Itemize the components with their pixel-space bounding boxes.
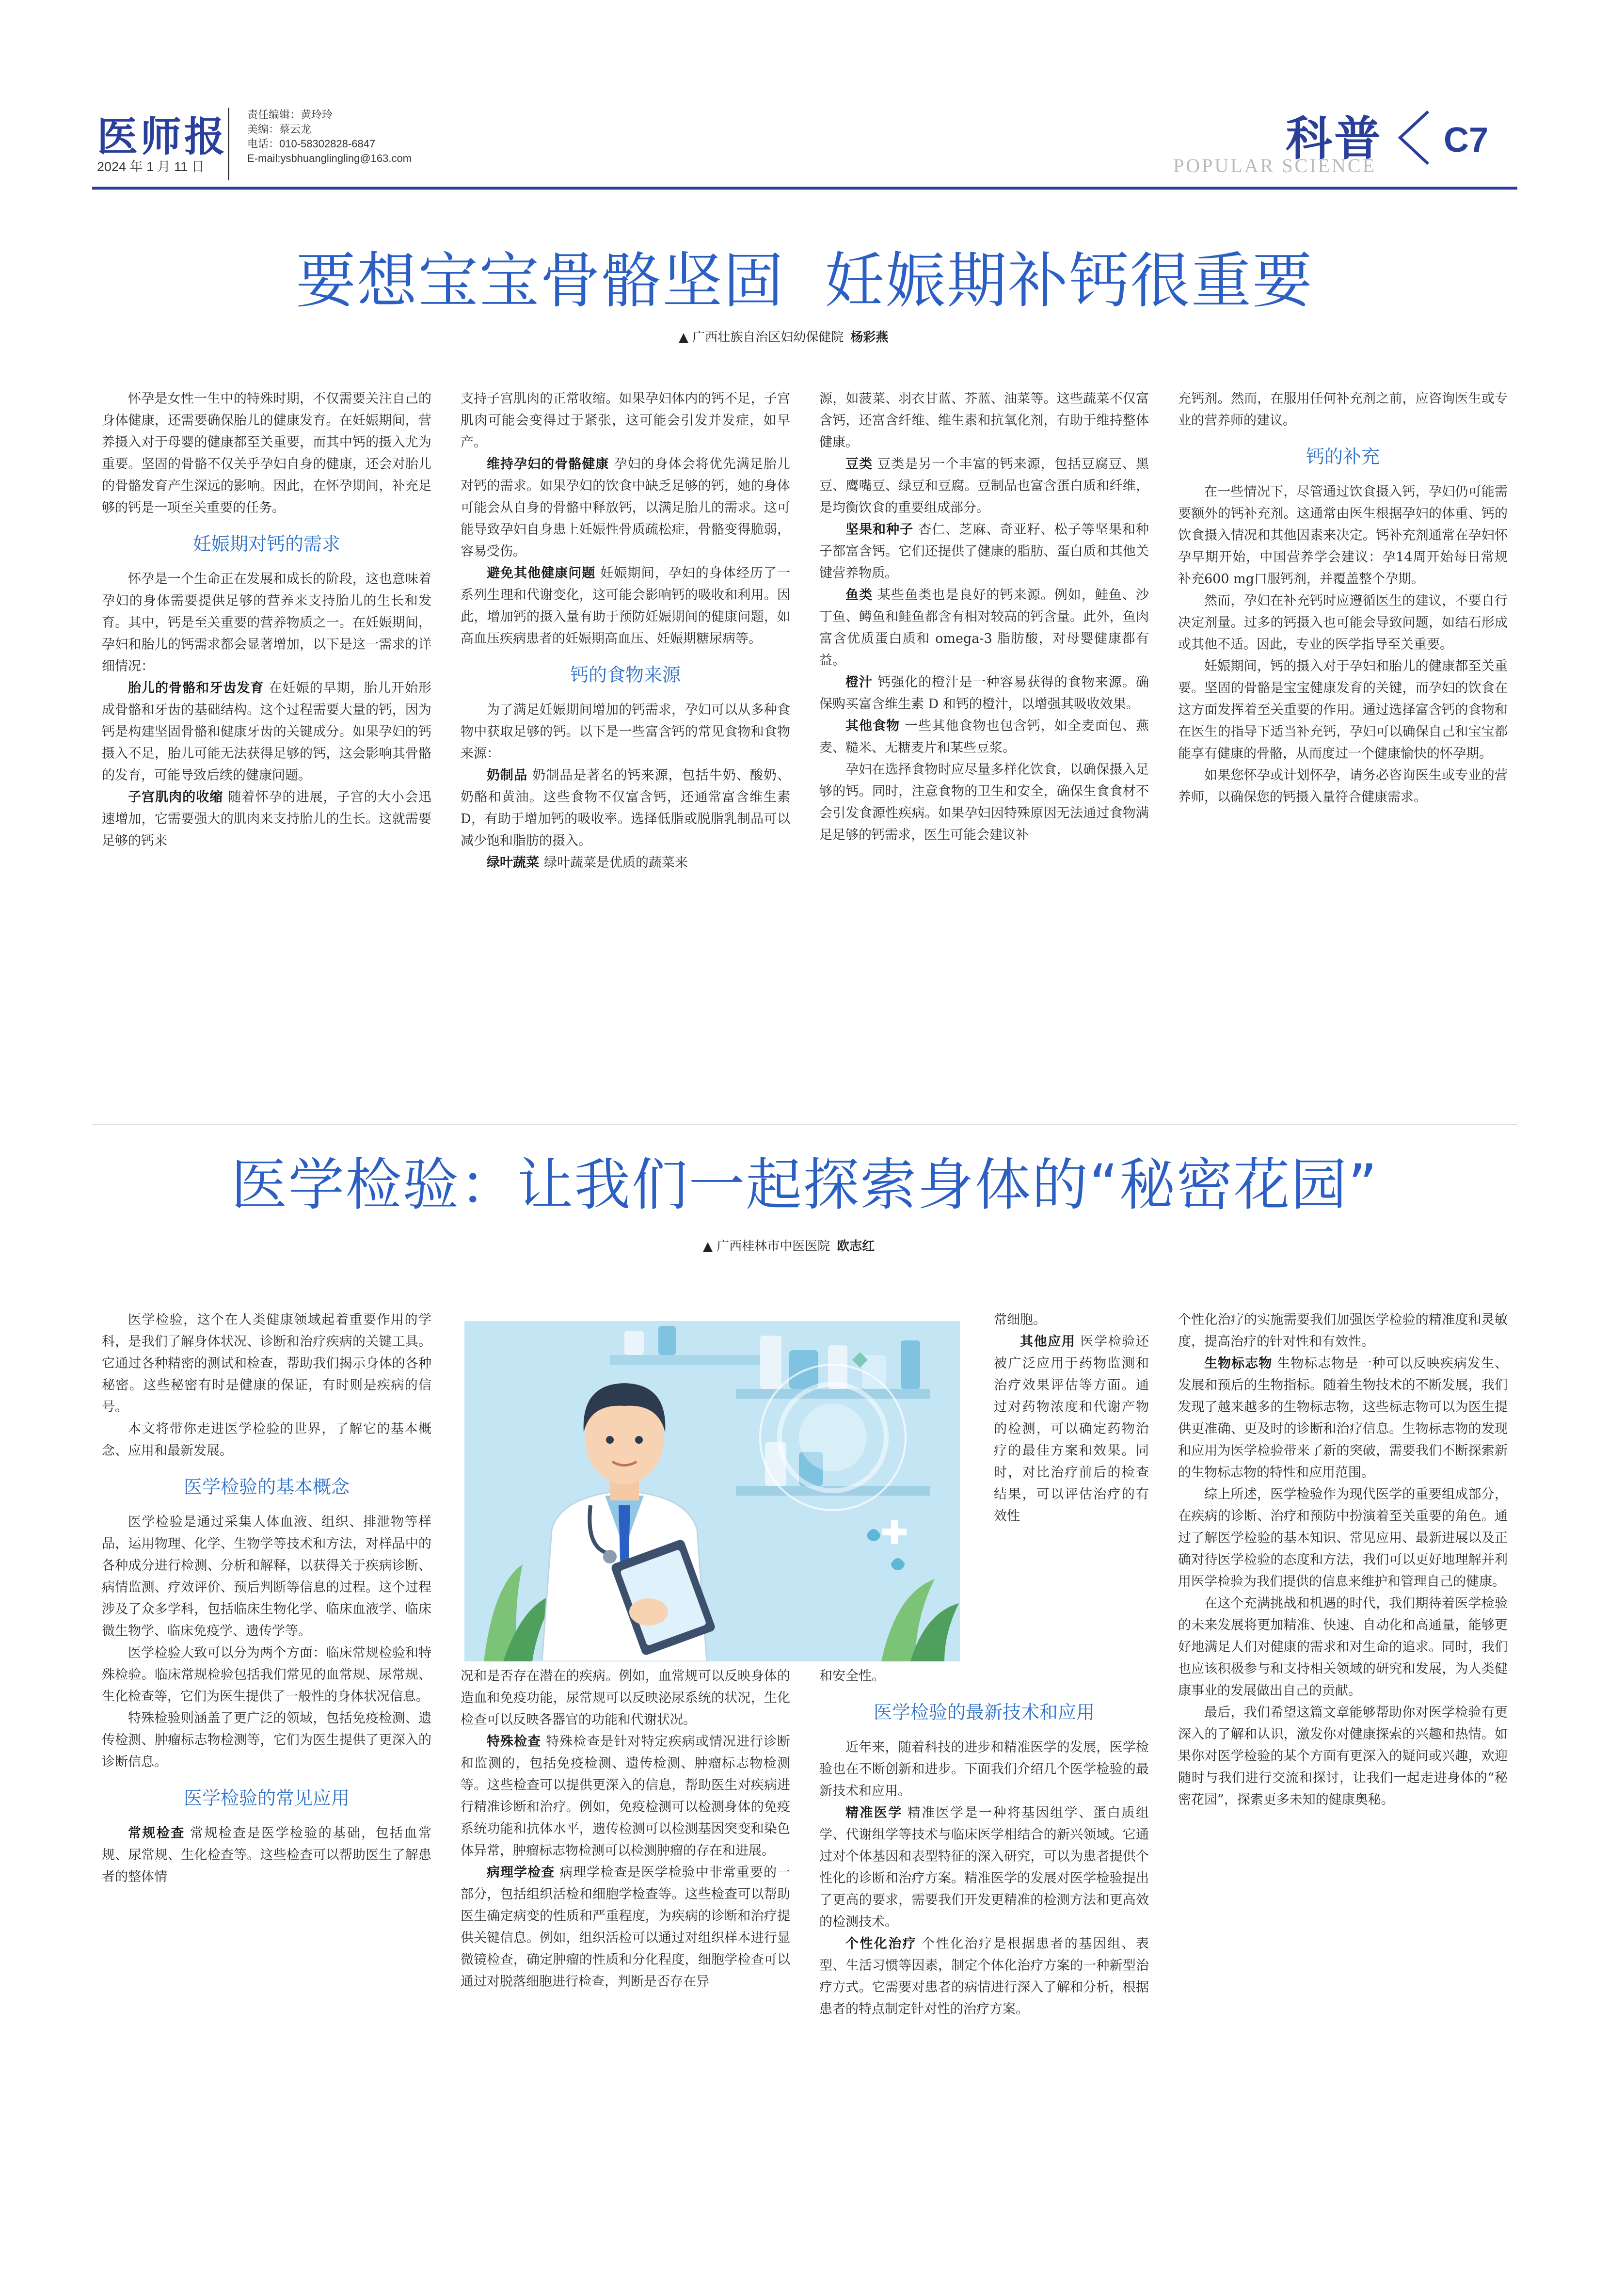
header-divider	[228, 108, 229, 180]
paragraph: 奶制品 奶制品是著名的钙来源，包括牛奶、酸奶、奶酪和黄油。这些食物不仅富含钙，还通常富含维生素 D，有助于增加钙的吸收率。选择低脂或脱脂乳制品可以减少饱和脂肪的摄入。	[461, 768, 791, 848]
paragraph: 最后，我们希望这篇文章能够帮助你对医学检验有更深入的了解和认识，激发你对健康探索的兴趣和热情。如果你对医学检验的某个方面有更深入的疑问或兴趣，欢迎随时与我们进行交流和探讨，让我们一起走进身体的“秘密花园”，探索更多未知的健康奥秘。	[1178, 1705, 1508, 1807]
paragraph: 鱼类 某些鱼类也是良好的钙来源。例如，鲑鱼、沙丁鱼、鳟鱼和鲑鱼都含有相对较高的钙含量。此外，鱼肉富含优质蛋白质和 omega-3 脂肪酸，对母婴健康都有益。	[819, 588, 1149, 668]
subheading: 钙的食物来源	[570, 664, 681, 686]
masthead-logo: 医师报	[97, 113, 228, 160]
run-in-heading: 个性化治疗	[845, 1936, 917, 1951]
run-in-heading: 避免其他健康问题	[487, 566, 596, 581]
subheading: 妊娠期对钙的需求	[192, 533, 340, 555]
designer: 美编：蔡云龙	[247, 123, 312, 135]
issue-date: 2024 年 1 月 11 日	[97, 159, 205, 174]
phone: 电话：010-58302828-6847	[247, 138, 376, 150]
subheading: 钙的补充	[1306, 446, 1380, 467]
article2-column-4	[1178, 1309, 1508, 1811]
doctor-illustration-art	[464, 1321, 960, 1661]
section-name: 科普	[1286, 112, 1383, 166]
run-in-heading: 常规检查	[128, 1826, 185, 1841]
paragraph: 病理学检查 病理学检查是医学检验中非常重要的一部分，包括组织活检和细胞学检查等。这些检查可以帮助医生确定病变的性质和严重程度，为疾病的诊断和治疗提供关键信息。例如，组织活检可以通过对组织样本进行显微镜检查，确定肿瘤的性质和分化程度，细胞学检查可以通过对脱落细胞进行检查，判断是否存在异	[461, 1865, 791, 1989]
run-in-heading: 豆类	[845, 457, 873, 472]
paragraph: 精准医学 精准医学是一种将基因组学、蛋白质组学、代谢组学等技术与临床医学相结合的新兴领域。它通过对个体基因和表型特征的深入研究，可以为患者提供个性化的诊断和治疗方案。精准医学的发展对医学检验提出了更高的要求，需要我们开发更精准的检测方法和更高效的检测技术。	[819, 1805, 1149, 1929]
article2-column-3-top	[994, 1309, 1149, 1527]
run-in-heading: 特殊检查	[487, 1734, 542, 1749]
article1-column-4	[1178, 388, 1508, 808]
run-in-heading: 子宫肌肉的收缩	[128, 790, 223, 805]
paragraph: 其他应用 医学检验还被广泛应用于药物监测和治疗效果评估等方面。通过对药物浓度和代谢产物的检测，可以确定药物治疗的最佳方案和效果。同时，对比治疗前后的检查结果，可以评估治疗的有效性	[994, 1334, 1149, 1524]
paragraph: 综上所述，医学检验作为现代医学的重要组成部分，在疾病的诊断、治疗和预防中扮演着至关重要的角色。通过了解医学检验的基本知识、常见应用、最新进展以及正确对待医学检验的态度和方法，我们可以更好地理解并利用医学检验为我们提供的信息来维护和管理自己的健康。	[1178, 1487, 1508, 1589]
doctor-illustration	[464, 1321, 960, 1661]
article1-column-2	[461, 388, 790, 874]
run-in-heading: 精准医学	[845, 1805, 903, 1820]
paragraph: 坚果和种子 杏仁、芝麻、奇亚籽、松子等坚果和种子都富含钙。它们还提供了健康的脂肪、蛋白质和其他关键营养物质。	[819, 522, 1149, 581]
chevron-left-icon	[1394, 109, 1433, 167]
paragraph: 豆类 豆类是另一个丰富的钙来源，包括豆腐豆、黑豆、鹰嘴豆、绿豆和豆腐。豆制品也富含蛋白质和纤维，是均衡饮食的重要组成部分。	[819, 457, 1149, 515]
run-in-heading: 坚果和种子	[845, 522, 914, 537]
paragraph: 子宫肌肉的收缩 随着怀孕的进展，子宫的大小会迅速增加，它需要强大的肌肉来支持胎儿的生长。这就需要足够的钙来	[102, 790, 432, 848]
paragraph: 和安全性。	[819, 1669, 885, 1684]
paragraph: 胎儿的骨骼和牙齿发育 在妊娠的早期，胎儿开始形成骨骼和牙齿的基础结构。这个过程需要大量的钙，因为钙是构建坚固骨骼和健康牙齿的关键成分。如果孕妇的钙摄入不足，胎儿可能无法获得足够的钙，这会影响其骨骼的发育，可能导致后续的健康问题。	[102, 681, 432, 783]
article1-column-1	[102, 388, 431, 852]
paragraph: 怀孕是女性一生中的特殊时期，不仅需要关注自己的身体健康，还需要确保胎儿的健康发育。在妊娠期间，营养摄入对于母婴的健康都至关重要，而其中钙的摄入尤为重要。坚固的骨骼不仅关乎孕妇自身的健康，还会对胎儿的骨骼发育产生深远的影响。因此，在怀孕期间，补充足够的钙是一项至关重要的任务。	[102, 391, 431, 515]
paragraph: 其他食物 一些其他食物也包含钙，如全麦面包、燕麦、糙米、无糖麦片和某些豆浆。	[819, 718, 1149, 755]
paragraph: 常细胞。	[994, 1312, 1046, 1327]
paragraph: 如果您怀孕或计划怀孕，请务必咨询医生或专业的营养师，以确保您的钙摄入量符合健康需求。	[1178, 768, 1508, 805]
article2-byline-author: 欧志红	[837, 1239, 875, 1254]
paragraph: 怀孕是一个生命正在发展和成长的阶段，这也意味着孕妇的身体需要提供足够的营养来支持胎儿的生长和发育。其中，钙是至关重要的营养物质之一。在妊娠期间，孕妇和胎儿的钙需求都会显著增加，以下是这一需求的详细情况：	[102, 572, 431, 674]
run-in-heading: 维持孕妇的骨骼健康	[487, 457, 609, 472]
section-name-en: POPULAR SCIENCE	[1173, 155, 1376, 176]
run-in-heading: 其他食物	[845, 718, 900, 733]
run-in-heading: 橙汁	[845, 675, 873, 690]
paragraph: 孕妇在选择食物时应尽量多样化饮食，以确保摄入足够的钙。同时，注意食物的卫生和安全，确保生食食材不会引发食源性疾病。如果孕妇因特殊原因无法通过食物满足足够的钙需求，医生可能会建议补	[819, 762, 1149, 843]
article2-byline-org: ▲ 广西桂林市中医医院	[703, 1239, 830, 1254]
editor-info	[247, 108, 412, 166]
email: E-mail:ysbhuanglingling@163.com	[247, 152, 412, 164]
run-in-heading: 奶制品	[487, 768, 528, 783]
run-in-heading: 鱼类	[845, 588, 873, 603]
editor: 责任编辑：黄玲玲	[247, 109, 333, 121]
paragraph: 妊娠期间，钙的摄入对于孕妇和胎儿的健康都至关重要。坚固的骨骼是宝宝健康发育的关键，而孕妇的饮食在这方面发挥着至关重要的作用。通过选择富含钙的食物和在医生的指导下适当补充钙，孕妇可以确保自己和宝宝都能享有健康的骨骼，从而度过一个健康愉快的怀孕期。	[1178, 659, 1508, 761]
subheading: 医学检验的最新技术和应用	[873, 1702, 1095, 1723]
paragraph: 充钙剂。然而，在服用任何补充剂之前，应咨询医生或专业的营养师的建议。	[1178, 391, 1508, 428]
article2-column-2	[461, 1665, 790, 1993]
run-in-heading: 生物标志物	[1204, 1356, 1273, 1371]
run-in-heading: 胎儿的骨骼和牙齿发育	[128, 681, 264, 696]
paragraph: 特殊检验则涵盖了更广泛的领域，包括免疫检测、遗传检测、肿瘤标志物检测等，它们为医生提供了更深入的诊断信息。	[102, 1711, 431, 1770]
paragraph: 个性化治疗的实施需要我们加强医学检验的精准度和灵敏度，提高治疗的针对性和有效性。	[1178, 1312, 1508, 1349]
run-in-heading: 绿叶蔬菜	[487, 855, 539, 870]
article2-column-1	[102, 1309, 431, 1888]
paragraph: 特殊检查 特殊检查是针对特定疾病或情况进行诊断和监测的，包括免疫检测、遗传检测、肿瘤标志物检测等。这些检查可以提供更深入的信息，帮助医生对疾病进行精准诊断和治疗。例如，免疫检测可以检测身体的免疫系统功能和抗体水平，遗传检测可以检测基因突变和染色体异常，肿瘤标志物检测可以检测肿瘤的存在和进展。	[461, 1734, 791, 1858]
article1-byline-author: 杨彩燕	[850, 330, 889, 345]
paragraph: 源，如菠菜、羽衣甘蓝、芥蓝、油菜等。这些蔬菜不仅富含钙，还富含纤维、维生素和抗氧化剂，有助于维持整体健康。	[819, 391, 1149, 450]
run-in-heading: 其他应用	[1020, 1334, 1076, 1349]
page-number: C7	[1444, 121, 1489, 159]
paragraph: 医学检验，这个在人类健康领域起着重要作用的学科，是我们了解身体状况、诊断和治疗疾病的关键工具。它通过各种精密的测试和检查，帮助我们揭示身体的各种秘密。这些秘密有时是健康的保证，有时则是疾病的信号。	[102, 1312, 431, 1415]
paragraph: 生物标志物 生物标志物是一种可以反映疾病发生、发展和预后的生物指标。随着生物技术的不断发展，我们发现了越来越多的生物标志物，这些标志物可以为医生提供更准确、更及时的诊断和治疗信息。生物标志物的发现和应用为医学检验带来了新的突破，需要我们不断探索新的生物标志物的特性和应用范围。	[1178, 1356, 1508, 1480]
article-divider	[92, 1124, 1517, 1125]
subheading: 医学检验的基本概念	[183, 1476, 350, 1498]
paragraph: 医学检验大致可以分为两个方面：临床常规检验和特殊检验。临床常规检验包括我们常见的血常规、尿常规、生化检查等，它们为医生提供了一般性的身体状况信息。	[102, 1645, 431, 1704]
paragraph: 绿叶蔬菜 绿叶蔬菜是优质的蔬菜来	[487, 855, 688, 870]
subheading: 医学检验的常见应用	[183, 1787, 350, 1809]
paragraph: 在一些情况下，尽管通过饮食摄入钙，孕妇仍可能需要额外的钙补充剂。这通常由医生根据孕妇的体重、钙的饮食摄入情况和其他因素来决定。钙补充剂通常在孕妇怀孕早期开始，中国营养学会建议：孕14周开始每日常规补充600 mg口服钙剂，并覆盖整个孕期。	[1178, 484, 1508, 587]
paragraph: 常规检查 常规检查是医学检验的基础，包括血常规、尿常规、生化检查等。这些检查可以帮助医生了解患者的整体情	[102, 1826, 432, 1884]
paragraph: 况和是否存在潜在的疾病。例如，血常规可以反映身体的造血和免疫功能，尿常规可以反映泌尿系统的状况，生化检查可以反映各器官的功能和代谢状况。	[461, 1669, 790, 1727]
run-in-heading: 病理学检查	[487, 1865, 555, 1880]
article2-title: 医学检验：让我们一起探索身体的“秘密花园”	[231, 1152, 1378, 1218]
paragraph: 然而，孕妇在补充钙时应遵循医生的建议，不要自行决定剂量。过多的钙摄入也可能会导致问题，如结石形成或其他不适。因此，专业的医学指导至关重要。	[1178, 593, 1508, 652]
article1-byline-org: ▲ 广西壮族自治区妇幼保健院	[679, 330, 844, 345]
article1-title: 要想宝宝骨骼坚固 妊娠期补钙很重要	[296, 246, 1313, 316]
paragraph: 维持孕妇的骨骼健康 孕妇的身体会将优先满足胎儿对钙的需求。如果孕妇的饮食中缺乏足够的钙，她的身体可能会从自身的骨骼中释放钙，以满足胎儿的需求。这可能导致孕妇自身患上妊娠性骨质疏松症，骨骼变得脆弱，容易受伤。	[461, 457, 791, 559]
paragraph: 本文将带你走进医学检验的世界，了解它的基本概念、应用和最新发展。	[102, 1421, 431, 1458]
paragraph: 在这个充满挑战和机遇的时代，我们期待着医学检验的未来发展将更加精准、快速、自动化和高通量，能够更好地满足人们对健康的需求和对生命的追求。同时，我们也应该积极参与和支持相关领域的研究和发展，为人类健康事业的发展做出自己的贡献。	[1178, 1596, 1508, 1698]
header-rule	[92, 187, 1517, 190]
paragraph: 为了满足妊娠期间增加的钙需求，孕妇可以从多种食物中获取足够的钙。以下是一些富含钙的常见食物和食物来源：	[461, 702, 790, 761]
paragraph: 橙汁 钙强化的橙汁是一种容易获得的食物来源。确保购买富含维生素 D 和钙的橙汁，以增强其吸收效果。	[819, 675, 1149, 712]
article2-column-3	[819, 1665, 1149, 2020]
article1-column-3	[819, 388, 1149, 846]
paragraph: 医学检验是通过采集人体血液、组织、排泄物等样品，运用物理、化学、生物学等技术和方法，对样品中的各种成分进行检测、分析和解释，以获得关于疾病诊断、病情监测、疗效评价、预后判断等信息的过程。这个过程涉及了众多学科，包括临床生物化学、临床血液学、临床微生物学、临床免疫学、遗传学等。	[102, 1515, 431, 1639]
paragraph: 避免其他健康问题 妊娠期间，孕妇的身体经历了一系列生理和代谢变化，这可能会影响钙的吸收和利用。因此，增加钙的摄入量有助于预防妊娠期间的健康问题，如高血压疾病患者的妊娠期高血压、妊娠期糖尿病等。	[461, 566, 791, 646]
paragraph: 近年来，随着科技的进步和精准医学的发展，医学检验也在不断创新和进步。下面我们介绍几个医学检验的最新技术和应用。	[819, 1740, 1149, 1799]
article1-byline	[679, 327, 888, 345]
article2-byline	[703, 1236, 875, 1254]
paragraph: 支持子宫肌肉的正常收缩。如果孕妇体内的钙不足，子宫肌肉可能会变得过于紧张，这可能会引发并发症，如早产。	[461, 391, 790, 450]
paragraph: 个性化治疗 个性化治疗是根据患者的基因组、表型、生活习惯等因素，制定个体化治疗方案的一种新型治疗方式。它需要对患者的病情进行深入了解和分析，根据患者的特点制定针对性的治疗方案。	[819, 1936, 1149, 2017]
